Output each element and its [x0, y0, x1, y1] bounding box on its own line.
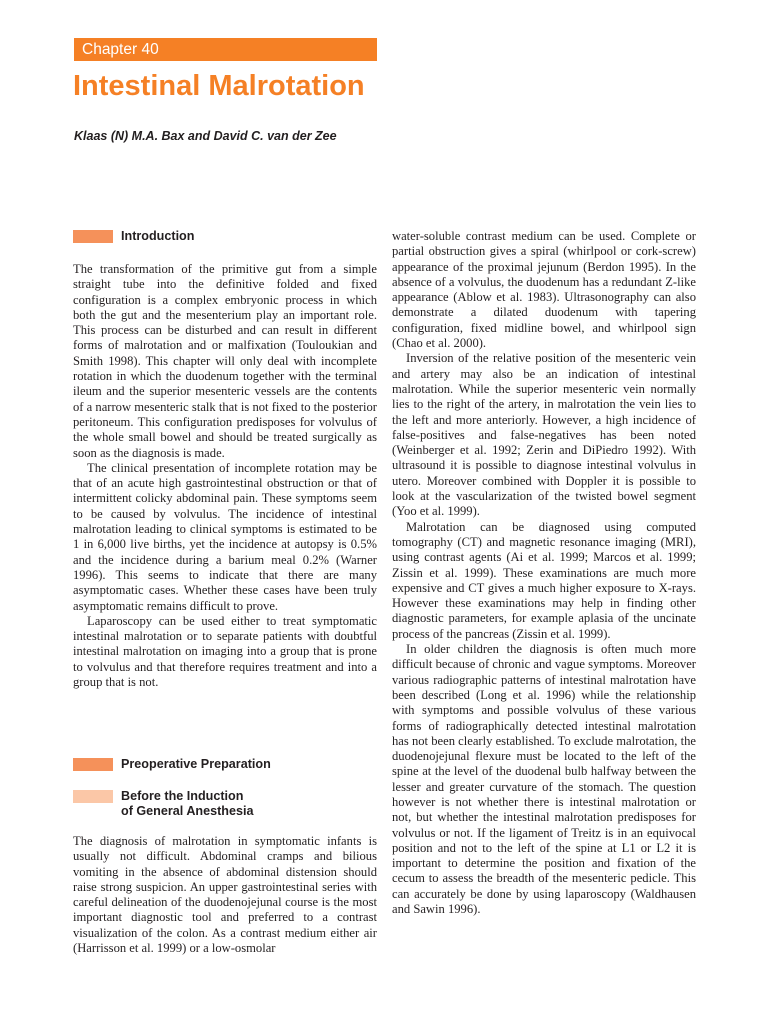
- chapter-label: Chapter 40: [74, 38, 377, 61]
- paragraph: Laparoscopy can be used either to treat symptomatic intestinal malrotation or to separate patients with doubtful intestinal malrotation on imaging into a group that is prone to volvulus and that therefore requires treatment and into a group that is not.: [73, 613, 377, 690]
- paragraph: In older children the diagnosis is often much more difficult because of chronic and vague symptoms. Moreover various radiographic patterns of intestinal malrotation have been described (Long et al. 1996) while the relationship with symptoms and possible volvulus of these various forms of radiographically detected intestinal malrotation has not been clearly established. To exclude malrotation, the duodenojejunal flexure must be located to the left of the spine at the level of the duodenal bulb halfway between the lesser and greater curvature of the stomach. The question however is not whether there is intestinal malrotation or not, but whether the intestinal malrotation predisposes for volvulus or not. If the ligament of Treitz is in an equivocal position and not to the left of the spine at L1 or L2 it is important to determine the position and fixation of the cecum to assess the breadth of the mesenteric pedicle. This can accurately be done by using laparoscopy (Waldhausen and Sawin 1996).: [392, 642, 696, 917]
- paragraph: The transformation of the primitive gut from a simple straight tube into the definitive folded and fixed configuration is a complex embryonic process in which both the gut and the mesenterium play an important role. This process can be disturbed and can result in different forms of malrotation and or malfixation (Touloukian and Smith 1998). This chapter will only deal with incomplete rotation in which the duodenum together with the terminal ileum and the superior mesenteric vessels are the contents of a narrow mesenteric stalk that is not fixed to the posterior peritoneum. This configuration predisposes for volvulus of the whole small bowel and should be treated surgically as soon as the diagnosis is made.: [73, 262, 377, 460]
- left-column-preoperative: [73, 834, 377, 956]
- subheading-marker: [73, 790, 113, 803]
- paragraph: The diagnosis of malrotation in symptomatic infants is usually not difficult. Abdominal cramps and bilious vomiting in the absence of abdominal distension should raise strong suspicion. An upper gastrointestinal series with careful delineation of the duodenojejunal course is the most important diagnostic tool and preferred to a contrast visualization of the colon. As a contrast medium either air (Harrisson et al. 1999) or a low-osmolar: [73, 834, 377, 956]
- heading-marker: [73, 230, 113, 243]
- right-column: [392, 229, 696, 917]
- paragraph: Inversion of the relative position of the mesenteric vein and artery may also be an indication of intestinal malrotation. While the superior mesenteric vein normally lies to the right of the artery, in malrotation the vein lies to the left and more anteriorly. However, a high incidence of false-positives and false-negatives has been noted (Weinberger et al. 1992; Zerin and DiPiedro 1992). With ultrasound it is possible to diagnose intestinal volvulus in utero. Moreover combined with Doppler it is possible to look at the vascularization of the twisted bowel segment (Yoo et al. 1999).: [392, 351, 696, 519]
- heading-label: Preoperative Preparation: [121, 757, 271, 771]
- paragraph: water-soluble contrast medium can be used. Complete or partial obstruction gives a spiral (whirlpool or cork-screw) appearance of the proximal jejunum (Berdon 1995). In the absence of a volvulus, the duodenum has a redundant Z-like appearance (Ablow et al. 1983). Ultrasonography can also demonstrate a dilated duodenum with tapering configuration, fixed midline bowel, and whirlpool sign (Chao et al. 2000).: [392, 229, 696, 351]
- chapter-title: Intestinal Malrotation: [73, 70, 365, 102]
- paragraph: Malrotation can be diagnosed using computed tomography (CT) and magnetic resonance imaging (MRI), using contrast agents (Ai et al. 1999; Marcos et al. 1999; Zissin et al. 1999). These examinations are much more expensive and CT gives a much higher exposure to X-rays. However these examinations may help in finding other diagnostic parameters, for example aplasia of the uncinate process of the pancreas (Zissin et al. 1999).: [392, 519, 696, 641]
- heading-label: Introduction: [121, 229, 195, 243]
- authors: Klaas (N) M.A. Bax and David C. van der Zee: [74, 129, 337, 143]
- left-column-introduction: [73, 262, 377, 690]
- heading-marker: [73, 758, 113, 771]
- subheading-label-line2: of General Anesthesia: [121, 804, 254, 818]
- subheading-label-line1: Before the Induction: [121, 789, 244, 803]
- paragraph: The clinical presentation of incomplete rotation may be that of an acute high gastrointestinal obstruction or that of intermittent colicky abdominal pain. These symptoms seem to be caused by volvulus. The incidence of intestinal malrotation leading to clinical symptoms is estimated to be 1 in 6,000 live births, yet the incidence at autopsy is 0.5% and the incidence during a barium meal 0.2% (Warner 1996). This seems to indicate that there are many asymptomatic cases. Whether these cases have been truly asymptomatic remains difficult to prove.: [73, 460, 377, 613]
